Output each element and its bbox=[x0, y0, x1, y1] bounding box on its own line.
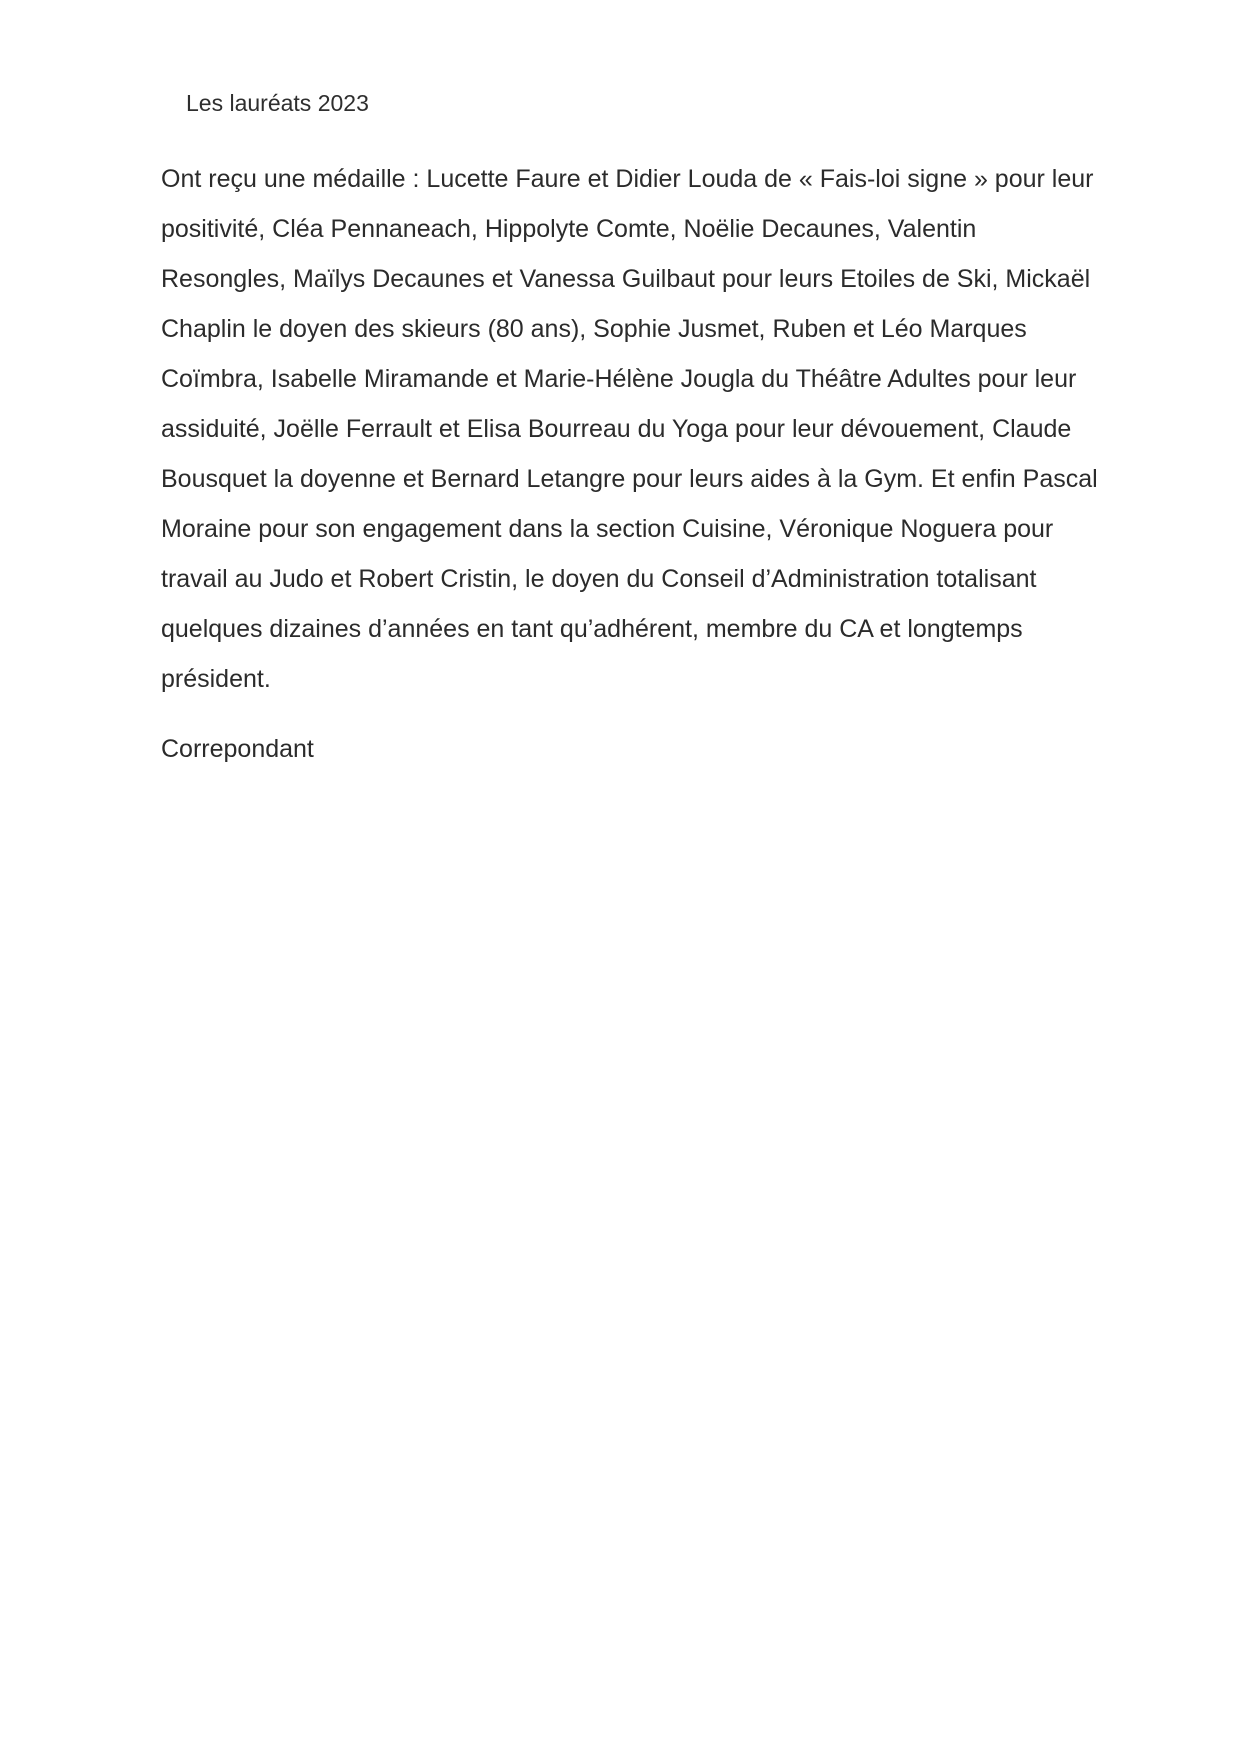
document-paragraph: Ont reçu une médaille : Lucette Faure et Didier Louda de « Fais-loi signe » pour leur positivité, Cléa Pennaneach, Hippolyte Comte, Noëlie Decaunes, Valentin Resongles, Maïlys Decaunes et Vanessa Guilbaut pour leurs Etoiles de Ski, Mickaël Chaplin le doyen des skieurs (80 ans), Sophie Jusmet, Ruben et Léo Marques Coïmbra, Isabelle Miramande et Marie-Hélène Jougla du Théâtre Adultes pour leur assiduité, Joëlle Ferrault et Elisa Bourreau du Yoga pour leur dévouement, Claude Bousquet la doyenne et Bernard Letangre pour leurs aides à la Gym. Et enfin Pascal Moraine pour son engagement dans la section Cuisine, Véronique Noguera pour travail au Judo et Robert Cristin, le doyen du Conseil d’Administration totalisant quelques dizaines d’années en tant qu’adhérent, membre du CA et longtemps président. bbox=[161, 165, 1098, 693]
document-signature: Correpondant bbox=[161, 735, 314, 763]
document-heading: Les lauréats 2023 bbox=[186, 90, 369, 116]
